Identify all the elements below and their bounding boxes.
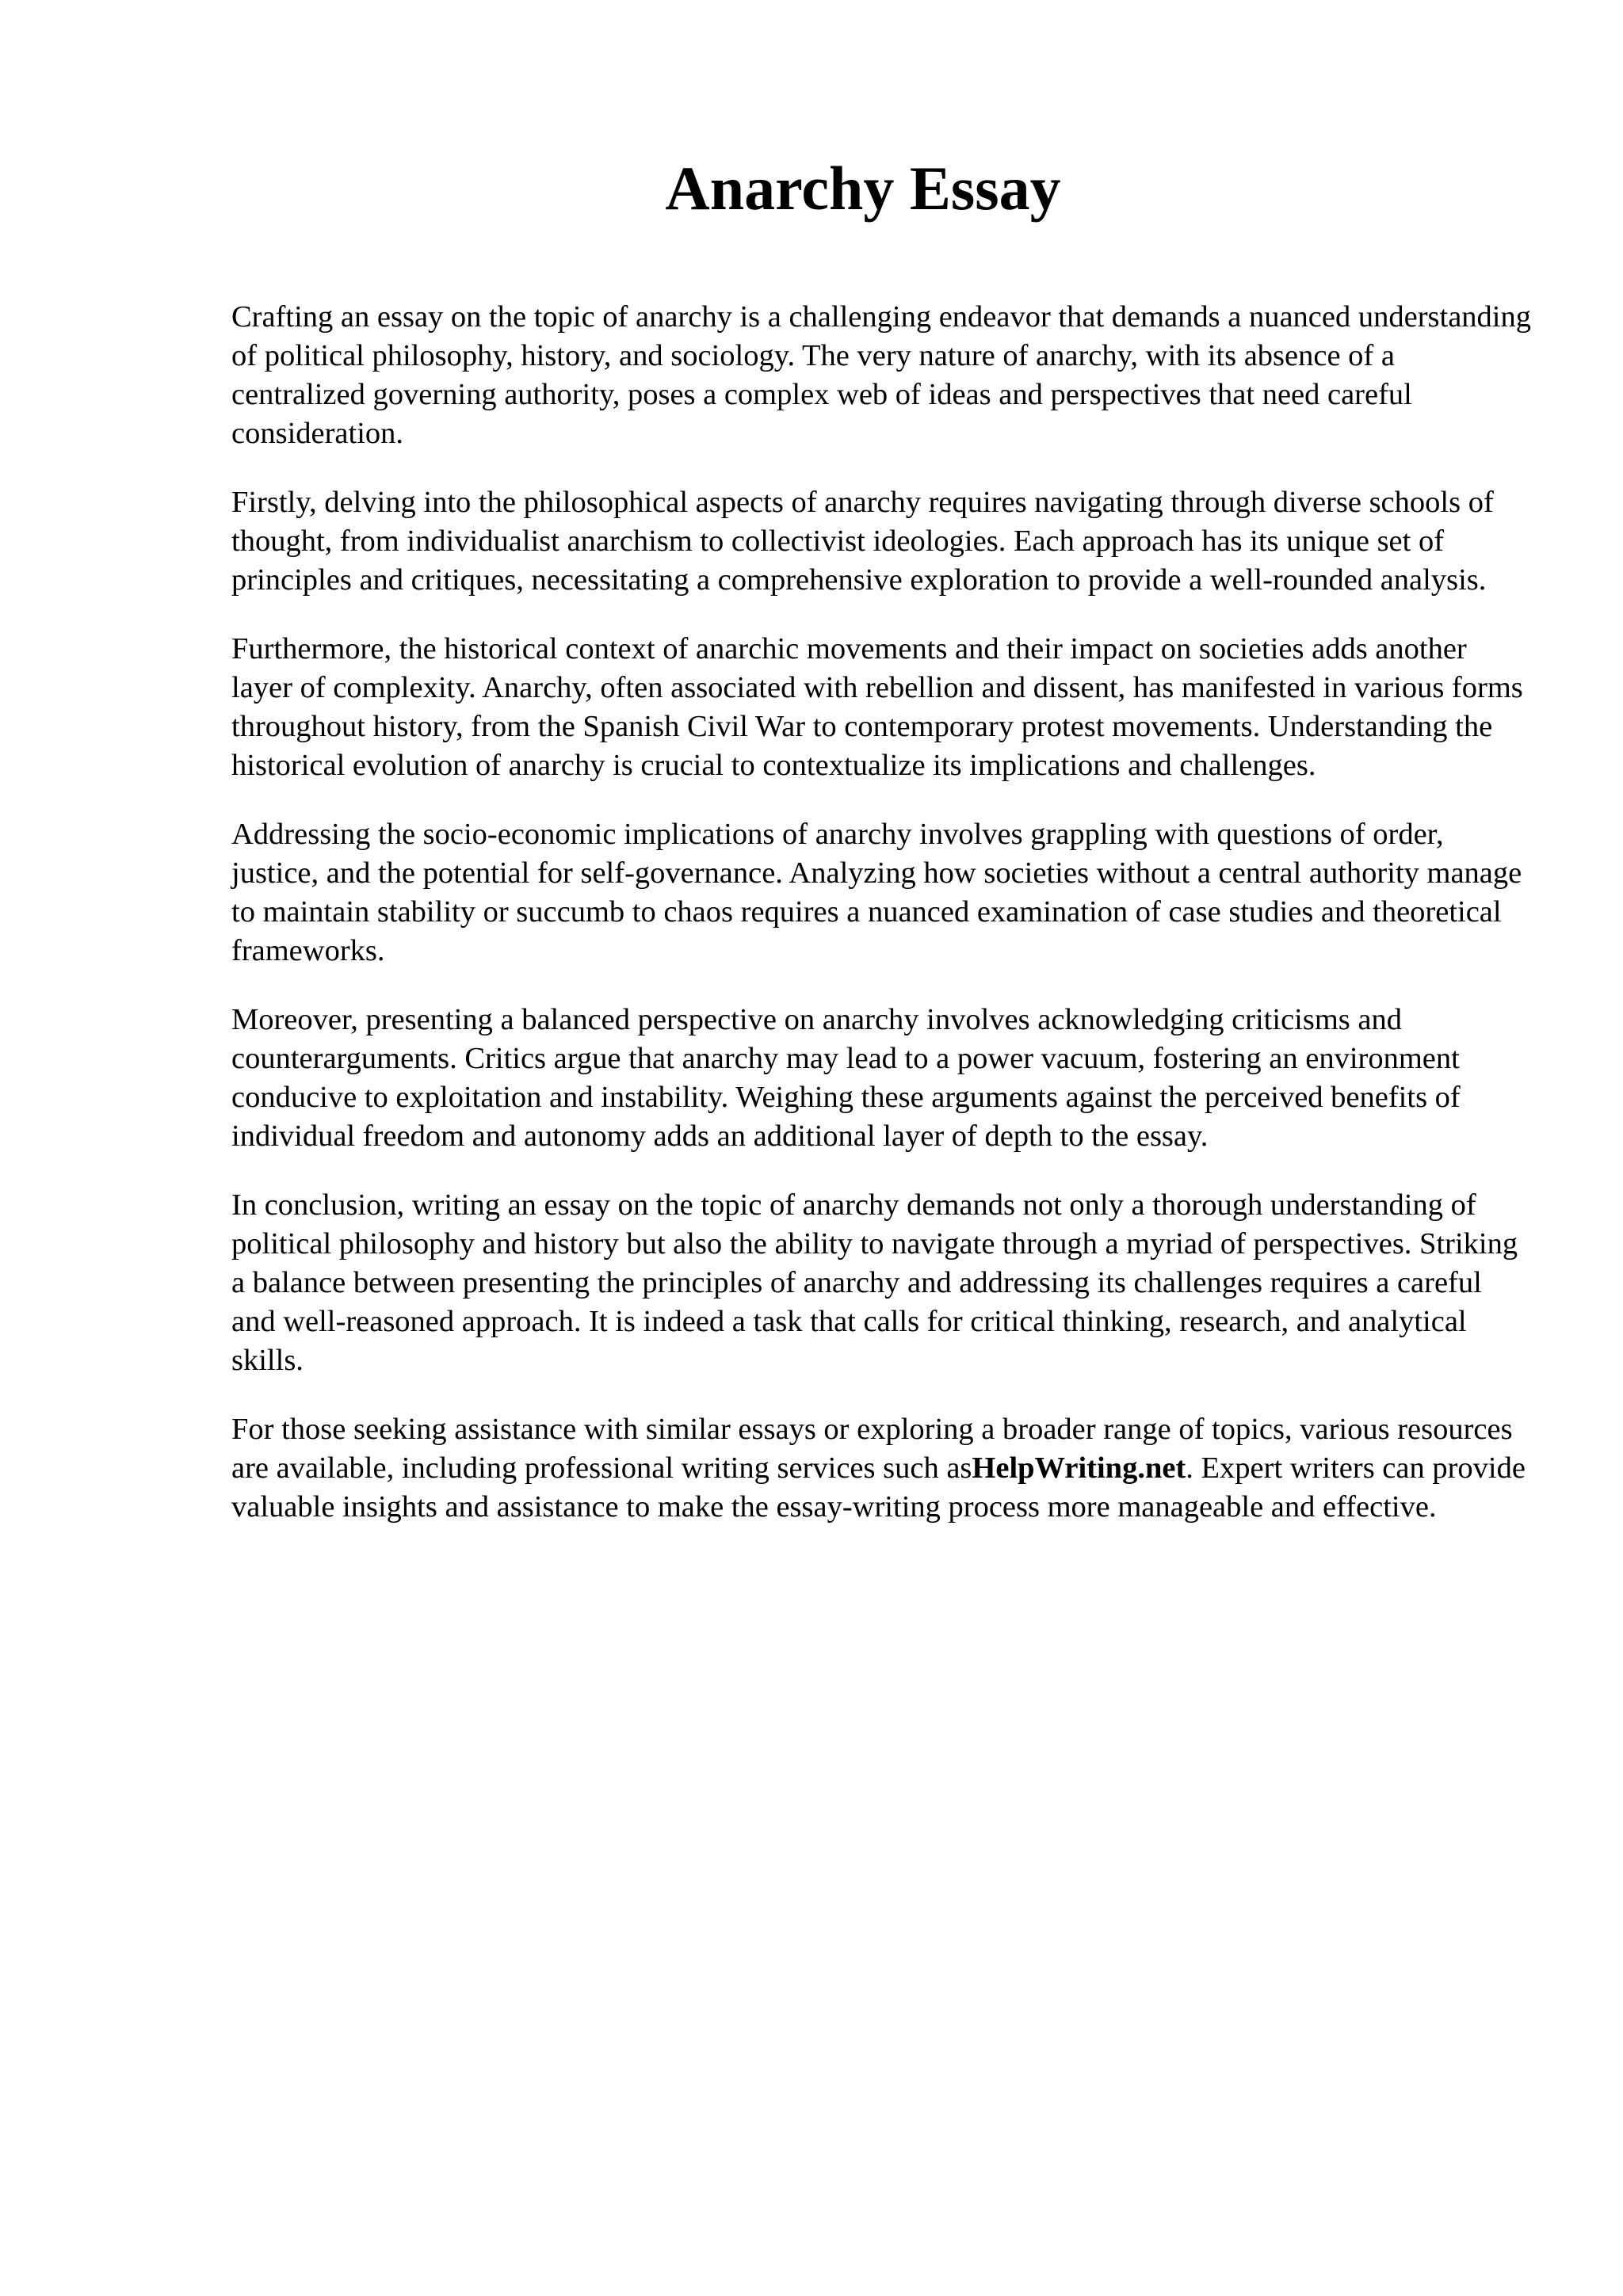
paragraph-socio-economic: Addressing the socio-economic implications of anarchy involves grappling with questions of order, justice, and the potential for self-governance. Analyzing how societies without a central authority manage to maintain stability or succumb to chaos requires a nuanced examination of case studies and theoretical frameworks.: [231, 818, 1522, 967]
assistance-text-after: . Expert writers can provide valuable insights and assistance to make the essay-writing process more manageable and effective.: [231, 1451, 1526, 1524]
paragraph-history: Furthermore, the historical context of anarchic movements and their impact on societies adds another layer of complexity. Anarchy, often associated with rebellion and dissent, has manifested in various forms throughout history, from the Spanish Civil War to contemporary protest movements. Understanding the historical evolution of anarchy is crucial to contextualize its implications and challenges.: [231, 632, 1523, 782]
paragraph-assistance: [231, 1410, 1531, 1527]
paragraph-philosophy: Firstly, delving into the philosophical aspects of anarchy requires navigating through diverse schools of thought, from individualist anarchism to collectivist ideologies. Each approach has its unique set of principles and critiques, necessitating a comprehensive exploration to provide a well-rounded analysis.: [231, 486, 1494, 597]
paragraph-counterarguments: Moreover, presenting a balanced perspective on anarchy involves acknowledging criticisms and counterarguments. Critics argue that anarchy may lead to a power vacuum, fostering an environment conducive to exploitation and instability. Weighing these arguments against the perceived benefits of individual freedom and autonomy adds an additional layer of depth to the essay.: [231, 1003, 1461, 1153]
assistance-text-before: For those seeking assistance with similar essays or exploring a broader range of topics, various resources are available, including professional writing services such as: [231, 1413, 1513, 1485]
page-title: Anarchy Essay: [665, 154, 1061, 223]
paragraph-conclusion: In conclusion, writing an essay on the topic of anarchy demands not only a thorough understanding of political philosophy and history but also the ability to navigate through a myriad of perspectives. Striking a balance between presenting the principles of anarchy and addressing its challenges requires a careful and well-reasoned approach. It is indeed a task that calls for critical thinking, research, and analytical skills.: [231, 1188, 1518, 1377]
helpwriting-link[interactable]: HelpWriting.net: [972, 1451, 1186, 1485]
paragraph-intro: Crafting an essay on the topic of anarchy is a challenging endeavor that demands a nuanced understanding of political philosophy, history, and sociology. The very nature of anarchy, with its absence of a centralized governing authority, poses a complex web of ideas and perspectives that need careful consideration.: [231, 300, 1531, 450]
essay-body: [231, 298, 1531, 1557]
